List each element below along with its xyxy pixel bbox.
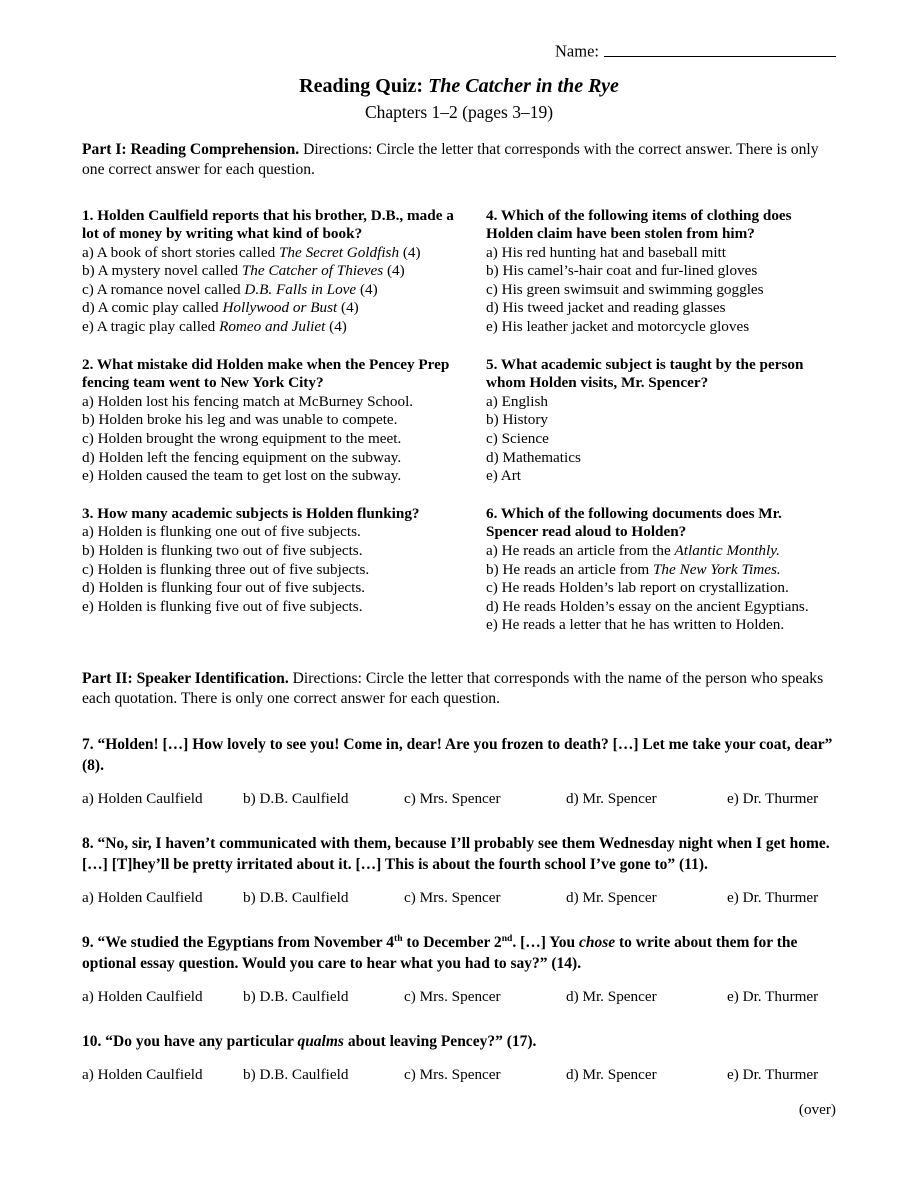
- answer-option-d: d) Holden is flunking four out of five subjects.: [82, 579, 366, 597]
- answer-option-c: c) His green swimsuit and swimming goggles: [486, 280, 764, 298]
- title-book-name: The Catcher in the Rye: [428, 74, 619, 97]
- answer-option-e: e) His leather jacket and motorcycle gloves: [486, 318, 750, 336]
- speaker-option-c: c) Mrs. Spencer: [404, 888, 501, 906]
- page-subtitle: Chapters 1–2 (pages 3–19): [364, 101, 554, 122]
- answer-option-e: e) He reads a letter that he has written to Holden.: [486, 616, 785, 634]
- answer-option-a: a) English: [486, 392, 549, 410]
- speaker-option-b: b) D.B. Caulfield: [243, 789, 349, 807]
- answer-option-a: a) His red hunting hat and baseball mitt: [486, 243, 726, 261]
- speaker-option-b: b) D.B. Caulfield: [243, 987, 349, 1005]
- speaker-option-c: c) Mrs. Spencer: [404, 987, 501, 1005]
- speaker-option-d: d) Mr. Spencer: [566, 987, 657, 1005]
- speaker-option-e: e) Dr. Thurmer: [727, 789, 819, 807]
- speaker-option-e: e) Dr. Thurmer: [727, 987, 819, 1005]
- answer-option-b: b) Holden broke his leg and was unable to compete.: [82, 411, 398, 429]
- speaker-option-b: b) D.B. Caulfield: [243, 1065, 349, 1083]
- question-stem: 3. How many academic subjects is Holden flunking?: [82, 504, 420, 522]
- answer-option-e: e) A tragic play called Romeo and Juliet (4): [82, 318, 347, 336]
- answer-option-d: d) He reads Holden’s essay on the ancient Egyptians.: [486, 597, 809, 615]
- answer-option-c: c) He reads Holden’s lab report on crystallization.: [486, 579, 789, 597]
- question-stem: 4. Which of the following items of clothing does Holden claim have been stolen from him?: [486, 206, 792, 243]
- answer-option-a: a) A book of short stories called The Secret Goldfish (4): [82, 243, 421, 261]
- answer-option-d: d) Holden left the fencing equipment on the subway.: [82, 448, 402, 466]
- part1-directions: [82, 140, 836, 180]
- part2-directions-text: Directions: Circle the letter that corresponds with the name of the person who speaks each quotation. There is only one correct answer for each question.: [82, 669, 824, 707]
- question-stem: 6. Which of the following documents does Mr. Spencer read aloud to Holden?: [486, 504, 782, 541]
- answer-option-d: d) A comic play called Hollywood or Bust (4): [82, 299, 359, 317]
- answer-option-a: a) Holden lost his fencing match at McBurney School.: [82, 392, 414, 410]
- part2-question-9: [82, 932, 836, 1006]
- answer-option-c: c) Science: [486, 430, 549, 448]
- part1-question-2: [82, 356, 468, 486]
- answer-option-e: e) Art: [486, 467, 522, 485]
- part1-question-5: [486, 356, 836, 486]
- part1-question-1: [82, 207, 468, 337]
- speaker-option-a: a) Holden Caulfield: [82, 789, 203, 807]
- quotation-stem: 8. “No, sir, I haven’t communicated with them, because I’ll probably see them Wednesday night when I get home. […] [T]hey’ll be pretty irritated about it. […] This is about the fourth school I’ve gone to” (11).: [82, 834, 830, 873]
- part2-question-8: [82, 833, 836, 907]
- part1-heading: Part I: Reading Comprehension.: [82, 140, 300, 158]
- answer-option-e: e) Holden is flunking five out of five subjects.: [82, 597, 363, 615]
- part2-question-10: [82, 1031, 836, 1084]
- over-label: (over): [798, 1100, 836, 1118]
- name-blank-line: [604, 40, 836, 57]
- quotation-stem: 7. “Holden! […] How lovely to see you! Come in, dear! Are you frozen to death? […] Let me take your coat, dear” (8).: [82, 735, 833, 774]
- speaker-option-b: b) D.B. Caulfield: [243, 888, 349, 906]
- speaker-options-row: [82, 988, 836, 1006]
- answer-option-a: a) Holden is flunking one out of five subjects.: [82, 523, 361, 541]
- speaker-option-e: e) Dr. Thurmer: [727, 1065, 819, 1083]
- quotation-stem: 9. “We studied the Egyptians from November 4th to December 2nd. […] You chose to write about them for the optional essay question. Would you care to hear what you had to say?” (14).: [82, 932, 798, 972]
- answer-option-e: e) Holden caused the team to get lost on the subway.: [82, 467, 402, 485]
- speaker-option-d: d) Mr. Spencer: [566, 1065, 657, 1083]
- speaker-options-row: [82, 889, 836, 907]
- answer-option-c: c) Holden is flunking three out of five subjects.: [82, 560, 370, 578]
- answer-option-d: d) His tweed jacket and reading glasses: [486, 299, 726, 317]
- speaker-option-e: e) Dr. Thurmer: [727, 888, 819, 906]
- answer-option-c: c) A romance novel called D.B. Falls in Love (4): [82, 280, 378, 298]
- question-stem: 2. What mistake did Holden make when the Pencey Prep fencing team went to New York City?: [82, 355, 450, 392]
- part2-questions-list: [82, 734, 836, 1084]
- part2-directions: [82, 669, 836, 709]
- part1-questions-grid: [82, 207, 836, 635]
- speaker-option-a: a) Holden Caulfield: [82, 888, 203, 906]
- part2-heading: Part II: Speaker Identification.: [82, 669, 289, 687]
- answer-option-b: b) He reads an article from The New York Times.: [486, 560, 781, 578]
- question-stem: 1. Holden Caulfield reports that his brother, D.B., made a lot of money by writing what kind of book?: [82, 206, 454, 243]
- answer-option-a: a) He reads an article from the Atlantic Monthly.: [486, 542, 780, 559]
- title-prefix: Reading Quiz:: [299, 74, 429, 97]
- quotation-stem: 10. “Do you have any particular qualms about leaving Pencey?” (17).: [82, 1032, 537, 1050]
- name-label: Name:: [555, 41, 599, 61]
- speaker-option-a: a) Holden Caulfield: [82, 987, 203, 1005]
- question-stem: 5. What academic subject is taught by the person whom Holden visits, Mr. Spencer?: [486, 355, 804, 392]
- speaker-option-d: d) Mr. Spencer: [566, 888, 657, 906]
- part1-question-6: [486, 505, 836, 635]
- part1-question-3: [82, 505, 468, 635]
- answer-option-d: d) Mathematics: [486, 448, 581, 466]
- speaker-option-d: d) Mr. Spencer: [566, 789, 657, 807]
- speaker-option-c: c) Mrs. Spencer: [404, 789, 501, 807]
- part1-question-4: [486, 207, 836, 337]
- name-row: [82, 40, 836, 62]
- part1-directions-text: Directions: Circle the letter that corresponds with the correct answer. There is only one correct answer for each question.: [82, 140, 819, 178]
- answer-option-b: b) History: [486, 411, 549, 429]
- part2-question-7: [82, 734, 836, 808]
- speaker-option-a: a) Holden Caulfield: [82, 1065, 203, 1083]
- answer-option-b: b) Holden is flunking two out of five subjects.: [82, 542, 363, 559]
- answer-option-b: b) His camel’s-hair coat and fur-lined gloves: [486, 262, 758, 280]
- speaker-option-c: c) Mrs. Spencer: [404, 1065, 501, 1083]
- answer-option-c: c) Holden brought the wrong equipment to the meet.: [82, 430, 402, 448]
- page-title: [82, 75, 836, 98]
- answer-option-b: b) A mystery novel called The Catcher of Thieves (4): [82, 262, 405, 280]
- speaker-options-row: [82, 790, 836, 808]
- speaker-options-row: [82, 1066, 836, 1084]
